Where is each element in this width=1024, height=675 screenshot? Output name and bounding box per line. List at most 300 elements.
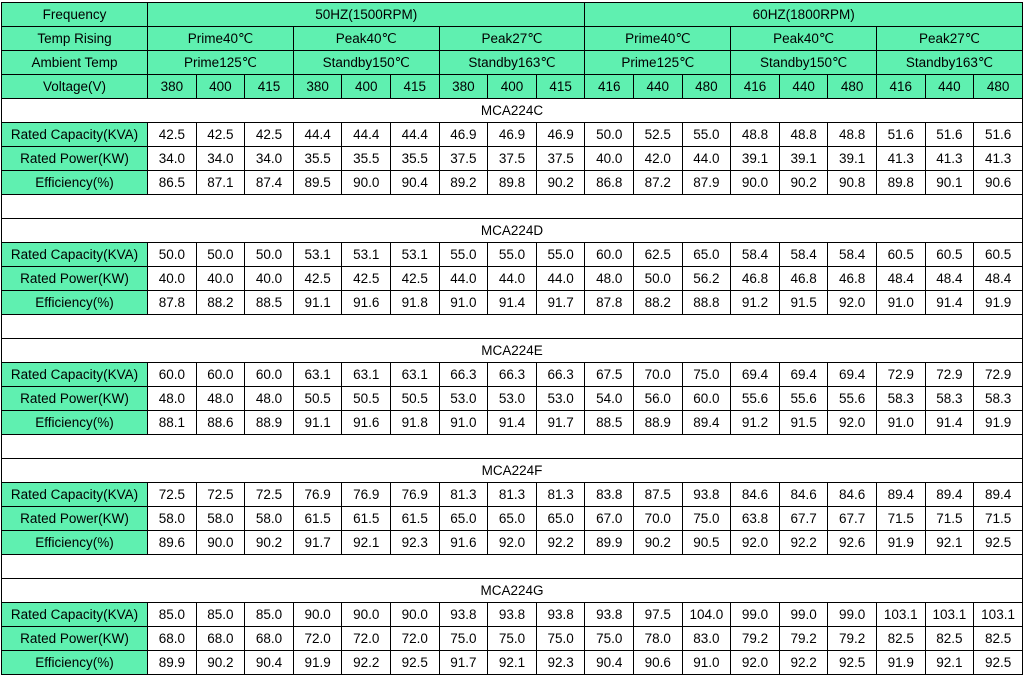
cell: 71.5	[876, 507, 925, 531]
cell: 48.0	[148, 387, 197, 411]
cell: 91.8	[391, 411, 440, 435]
cell: 40.0	[148, 267, 197, 291]
cell: 84.6	[828, 483, 877, 507]
cell: 87.2	[634, 171, 683, 195]
cell: 88.1	[148, 411, 197, 435]
cell: 90.5	[682, 531, 731, 555]
cell: 48.0	[585, 267, 634, 291]
cell: 76.9	[391, 483, 440, 507]
cell: 91.7	[439, 651, 488, 675]
cell: 46.8	[731, 267, 780, 291]
cell: 50.5	[293, 387, 342, 411]
cell: 46.9	[488, 123, 537, 147]
cell: 97.5	[634, 603, 683, 627]
cell: 86.8	[585, 171, 634, 195]
cell: 75.0	[682, 363, 731, 387]
cell: 88.9	[634, 411, 683, 435]
cell: 39.1	[828, 147, 877, 171]
cell: 90.4	[391, 171, 440, 195]
cell: 92.0	[731, 531, 780, 555]
cell: 44.4	[391, 123, 440, 147]
cell: 66.3	[439, 363, 488, 387]
cell: 103.1	[876, 603, 925, 627]
cell: 92.5	[828, 651, 877, 675]
cell: 67.7	[828, 507, 877, 531]
cell: 89.9	[585, 531, 634, 555]
cell: 65.0	[682, 243, 731, 267]
spacer-cell	[2, 555, 1023, 579]
cell: 90.0	[293, 603, 342, 627]
cell: 90.1	[925, 171, 974, 195]
cell: 91.4	[488, 411, 537, 435]
cell: 83.8	[585, 483, 634, 507]
cell: 92.5	[974, 651, 1023, 675]
cell: 34.0	[196, 147, 245, 171]
row-label-voltage: Voltage(V)	[2, 75, 148, 99]
cell: 88.5	[585, 411, 634, 435]
cell: 92.0	[488, 531, 537, 555]
cell: 75.0	[585, 627, 634, 651]
cell: 35.5	[391, 147, 440, 171]
row-label-rated-power: Rated Power(KW)	[2, 147, 148, 171]
cell: 58.4	[828, 243, 877, 267]
cell: 91.7	[536, 291, 585, 315]
cell: 76.9	[342, 483, 391, 507]
cell: 79.2	[828, 627, 877, 651]
row-label-rated-capacity: Rated Capacity(KVA)	[2, 243, 148, 267]
cell: 44.0	[682, 147, 731, 171]
cell: 86.5	[148, 171, 197, 195]
cell: 75.0	[439, 627, 488, 651]
cell: 63.1	[391, 363, 440, 387]
ambient-temp-group-2: Standby150℃	[293, 51, 439, 75]
cell: 46.8	[828, 267, 877, 291]
cell: 87.9	[682, 171, 731, 195]
cell: 89.6	[148, 531, 197, 555]
voltage-cell: 416	[876, 75, 925, 99]
cell: 44.0	[488, 267, 537, 291]
cell: 92.1	[925, 651, 974, 675]
cell: 72.5	[245, 483, 294, 507]
cell: 60.0	[245, 363, 294, 387]
cell: 58.0	[245, 507, 294, 531]
cell: 72.0	[391, 627, 440, 651]
row-label-efficiency: Efficiency(%)	[2, 291, 148, 315]
cell: 51.6	[925, 123, 974, 147]
cell: 75.0	[488, 627, 537, 651]
cell: 60.5	[876, 243, 925, 267]
voltage-cell: 416	[731, 75, 780, 99]
cell: 68.0	[196, 627, 245, 651]
cell: 58.4	[779, 243, 828, 267]
cell: 37.5	[439, 147, 488, 171]
cell: 63.1	[293, 363, 342, 387]
temp-rising-group-5: Peak40℃	[731, 27, 877, 51]
cell: 93.8	[536, 603, 585, 627]
row-label-rated-power: Rated Power(KW)	[2, 507, 148, 531]
model-name-row	[2, 459, 1023, 483]
cell: 88.2	[196, 291, 245, 315]
model-name-row	[2, 99, 1023, 123]
cell: 88.8	[682, 291, 731, 315]
cell: 52.5	[634, 123, 683, 147]
cell: 60.0	[148, 363, 197, 387]
cell: 93.8	[488, 603, 537, 627]
cell: 81.3	[536, 483, 585, 507]
cell: 90.0	[731, 171, 780, 195]
voltage-cell: 415	[536, 75, 585, 99]
cell: 90.0	[391, 603, 440, 627]
cell: 55.6	[828, 387, 877, 411]
cell: 48.4	[974, 267, 1023, 291]
model-name: MCA224C	[2, 99, 1023, 123]
cell: 50.0	[196, 243, 245, 267]
cell: 50.0	[245, 243, 294, 267]
cell: 75.0	[682, 507, 731, 531]
cell: 89.9	[148, 651, 197, 675]
cell: 60.5	[925, 243, 974, 267]
cell: 91.9	[876, 531, 925, 555]
cell: 91.5	[779, 291, 828, 315]
temp-rising-group-4: Prime40℃	[585, 27, 731, 51]
cell: 92.6	[828, 531, 877, 555]
cell: 90.2	[196, 651, 245, 675]
cell: 51.6	[876, 123, 925, 147]
cell: 90.4	[585, 651, 634, 675]
cell: 87.1	[196, 171, 245, 195]
cell: 61.5	[342, 507, 391, 531]
cell: 66.3	[536, 363, 585, 387]
cell: 65.0	[439, 507, 488, 531]
cell: 55.0	[682, 123, 731, 147]
cell: 61.5	[293, 507, 342, 531]
cell: 55.0	[536, 243, 585, 267]
cell: 84.6	[731, 483, 780, 507]
cell: 72.0	[342, 627, 391, 651]
cell: 65.0	[536, 507, 585, 531]
cell: 58.3	[876, 387, 925, 411]
cell: 56.0	[634, 387, 683, 411]
voltage-cell: 416	[585, 75, 634, 99]
cell: 39.1	[731, 147, 780, 171]
cell: 58.4	[731, 243, 780, 267]
model-name: MCA224D	[2, 219, 1023, 243]
cell: 90.0	[196, 531, 245, 555]
cell: 84.6	[779, 483, 828, 507]
spacer	[2, 315, 1023, 339]
voltage-cell: 400	[488, 75, 537, 99]
voltage-cell: 480	[682, 75, 731, 99]
table-row	[2, 507, 1023, 531]
temp-rising-group-1: Prime40℃	[148, 27, 294, 51]
cell: 72.9	[876, 363, 925, 387]
spacer-cell	[2, 315, 1023, 339]
voltage-cell: 440	[634, 75, 683, 99]
frequency-group-60hz: 60HZ(1800RPM)	[585, 3, 1023, 27]
cell: 60.0	[682, 387, 731, 411]
cell: 87.8	[148, 291, 197, 315]
cell: 91.7	[536, 411, 585, 435]
cell: 99.0	[828, 603, 877, 627]
cell: 39.1	[779, 147, 828, 171]
cell: 90.6	[634, 651, 683, 675]
cell: 90.4	[245, 651, 294, 675]
cell: 93.8	[439, 603, 488, 627]
cell: 90.8	[828, 171, 877, 195]
cell: 91.4	[925, 411, 974, 435]
cell: 44.4	[342, 123, 391, 147]
cell: 70.0	[634, 363, 683, 387]
cell: 46.9	[536, 123, 585, 147]
cell: 81.3	[439, 483, 488, 507]
cell: 89.4	[876, 483, 925, 507]
cell: 89.4	[682, 411, 731, 435]
table-row	[2, 387, 1023, 411]
cell: 89.5	[293, 171, 342, 195]
table-row	[2, 147, 1023, 171]
cell: 91.0	[682, 651, 731, 675]
cell: 90.2	[245, 531, 294, 555]
cell: 63.1	[342, 363, 391, 387]
row-label-rated-power: Rated Power(KW)	[2, 387, 148, 411]
cell: 67.5	[585, 363, 634, 387]
cell: 55.6	[779, 387, 828, 411]
cell: 50.0	[634, 267, 683, 291]
cell: 99.0	[731, 603, 780, 627]
cell: 79.2	[731, 627, 780, 651]
cell: 82.5	[925, 627, 974, 651]
ambient-temp-group-4: Prime125℃	[585, 51, 731, 75]
cell: 51.6	[974, 123, 1023, 147]
voltage-cell: 380	[293, 75, 342, 99]
cell: 92.3	[536, 651, 585, 675]
row-label-ambient-temp: Ambient Temp	[2, 51, 148, 75]
row-label-rated-capacity: Rated Capacity(KVA)	[2, 363, 148, 387]
spacer-cell	[2, 195, 1023, 219]
cell: 91.6	[342, 411, 391, 435]
voltage-cell: 440	[779, 75, 828, 99]
cell: 42.5	[245, 123, 294, 147]
cell: 42.5	[342, 267, 391, 291]
cell: 89.2	[439, 171, 488, 195]
voltage-cell: 400	[342, 75, 391, 99]
cell: 48.0	[245, 387, 294, 411]
cell: 85.0	[148, 603, 197, 627]
cell: 53.1	[293, 243, 342, 267]
model-name: MCA224F	[2, 459, 1023, 483]
model-name: MCA224G	[2, 579, 1023, 603]
cell: 61.5	[391, 507, 440, 531]
cell: 46.8	[779, 267, 828, 291]
cell: 90.6	[974, 171, 1023, 195]
table-row	[2, 171, 1023, 195]
cell: 91.4	[925, 291, 974, 315]
cell: 50.5	[342, 387, 391, 411]
cell: 66.3	[488, 363, 537, 387]
cell: 87.8	[585, 291, 634, 315]
model-name-row	[2, 339, 1023, 363]
cell: 91.0	[439, 411, 488, 435]
cell: 55.6	[731, 387, 780, 411]
cell: 91.6	[342, 291, 391, 315]
cell: 55.0	[488, 243, 537, 267]
cell: 48.0	[196, 387, 245, 411]
cell: 60.0	[196, 363, 245, 387]
table-row	[2, 123, 1023, 147]
cell: 56.2	[682, 267, 731, 291]
cell: 104.0	[682, 603, 731, 627]
cell: 88.9	[245, 411, 294, 435]
cell: 41.3	[925, 147, 974, 171]
cell: 40.0	[585, 147, 634, 171]
cell: 92.0	[731, 651, 780, 675]
spacer-cell	[2, 435, 1023, 459]
model-name: MCA224E	[2, 339, 1023, 363]
voltage-cell: 415	[391, 75, 440, 99]
cell: 37.5	[488, 147, 537, 171]
cell: 40.0	[196, 267, 245, 291]
cell: 92.5	[391, 651, 440, 675]
table-row	[2, 531, 1023, 555]
cell: 68.0	[148, 627, 197, 651]
cell: 91.0	[439, 291, 488, 315]
row-label-rated-capacity: Rated Capacity(KVA)	[2, 603, 148, 627]
cell: 90.0	[342, 603, 391, 627]
cell: 48.4	[925, 267, 974, 291]
cell: 42.5	[391, 267, 440, 291]
cell: 89.8	[488, 171, 537, 195]
cell: 91.6	[439, 531, 488, 555]
cell: 92.3	[391, 531, 440, 555]
cell: 93.8	[682, 483, 731, 507]
voltage-cell: 380	[439, 75, 488, 99]
cell: 55.0	[439, 243, 488, 267]
cell: 44.4	[293, 123, 342, 147]
voltage-cell: 415	[245, 75, 294, 99]
table-row	[2, 411, 1023, 435]
cell: 72.9	[925, 363, 974, 387]
cell: 65.0	[488, 507, 537, 531]
row-label-temp-rising: Temp Rising	[2, 27, 148, 51]
cell: 91.1	[293, 411, 342, 435]
cell: 42.5	[293, 267, 342, 291]
voltage-cell: 440	[925, 75, 974, 99]
cell: 89.8	[876, 171, 925, 195]
cell: 48.8	[779, 123, 828, 147]
row-label-efficiency: Efficiency(%)	[2, 531, 148, 555]
cell: 71.5	[925, 507, 974, 531]
cell: 48.8	[731, 123, 780, 147]
cell: 35.5	[342, 147, 391, 171]
cell: 92.2	[779, 531, 828, 555]
cell: 92.0	[828, 291, 877, 315]
cell: 90.2	[536, 171, 585, 195]
cell: 93.8	[585, 603, 634, 627]
temp-rising-row	[2, 27, 1023, 51]
voltage-cell: 480	[828, 75, 877, 99]
cell: 69.4	[731, 363, 780, 387]
spacer	[2, 195, 1023, 219]
cell: 103.1	[925, 603, 974, 627]
cell: 70.0	[634, 507, 683, 531]
spacer	[2, 555, 1023, 579]
cell: 50.5	[391, 387, 440, 411]
cell: 88.2	[634, 291, 683, 315]
cell: 91.2	[731, 291, 780, 315]
cell: 88.6	[196, 411, 245, 435]
cell: 44.0	[439, 267, 488, 291]
cell: 53.0	[439, 387, 488, 411]
cell: 82.5	[974, 627, 1023, 651]
ambient-temp-group-1: Prime125℃	[148, 51, 294, 75]
row-label-rated-power: Rated Power(KW)	[2, 627, 148, 651]
cell: 69.4	[779, 363, 828, 387]
cell: 85.0	[196, 603, 245, 627]
cell: 91.2	[731, 411, 780, 435]
voltage-cell: 380	[148, 75, 197, 99]
row-label-efficiency: Efficiency(%)	[2, 171, 148, 195]
cell: 60.0	[585, 243, 634, 267]
cell: 78.0	[634, 627, 683, 651]
cell: 90.2	[779, 171, 828, 195]
cell: 40.0	[245, 267, 294, 291]
cell: 68.0	[245, 627, 294, 651]
cell: 92.0	[828, 411, 877, 435]
cell: 48.8	[828, 123, 877, 147]
cell: 53.0	[536, 387, 585, 411]
cell: 91.8	[391, 291, 440, 315]
table-body	[2, 3, 1023, 675]
cell: 90.0	[342, 171, 391, 195]
cell: 92.1	[488, 651, 537, 675]
cell: 91.9	[974, 291, 1023, 315]
cell: 34.0	[148, 147, 197, 171]
cell: 41.3	[974, 147, 1023, 171]
cell: 42.5	[148, 123, 197, 147]
cell: 44.0	[536, 267, 585, 291]
table-row	[2, 243, 1023, 267]
frequency-group-50hz: 50HZ(1500RPM)	[148, 3, 585, 27]
cell: 72.0	[293, 627, 342, 651]
cell: 88.5	[245, 291, 294, 315]
cell: 35.5	[293, 147, 342, 171]
cell: 41.3	[876, 147, 925, 171]
ambient-temp-group-3: Standby163℃	[439, 51, 585, 75]
table-row	[2, 267, 1023, 291]
cell: 42.5	[196, 123, 245, 147]
row-label-rated-capacity: Rated Capacity(KVA)	[2, 123, 148, 147]
cell: 91.0	[876, 411, 925, 435]
cell: 83.0	[682, 627, 731, 651]
spacer	[2, 435, 1023, 459]
specification-table	[1, 2, 1023, 675]
cell: 91.9	[876, 651, 925, 675]
voltage-cell: 480	[974, 75, 1023, 99]
cell: 92.5	[974, 531, 1023, 555]
cell: 87.5	[634, 483, 683, 507]
table-row	[2, 651, 1023, 675]
cell: 42.0	[634, 147, 683, 171]
row-label-efficiency: Efficiency(%)	[2, 651, 148, 675]
table-row	[2, 627, 1023, 651]
cell: 85.0	[245, 603, 294, 627]
table-row	[2, 291, 1023, 315]
cell: 91.5	[779, 411, 828, 435]
cell: 58.0	[196, 507, 245, 531]
cell: 91.9	[293, 651, 342, 675]
cell: 63.8	[731, 507, 780, 531]
cell: 53.1	[391, 243, 440, 267]
